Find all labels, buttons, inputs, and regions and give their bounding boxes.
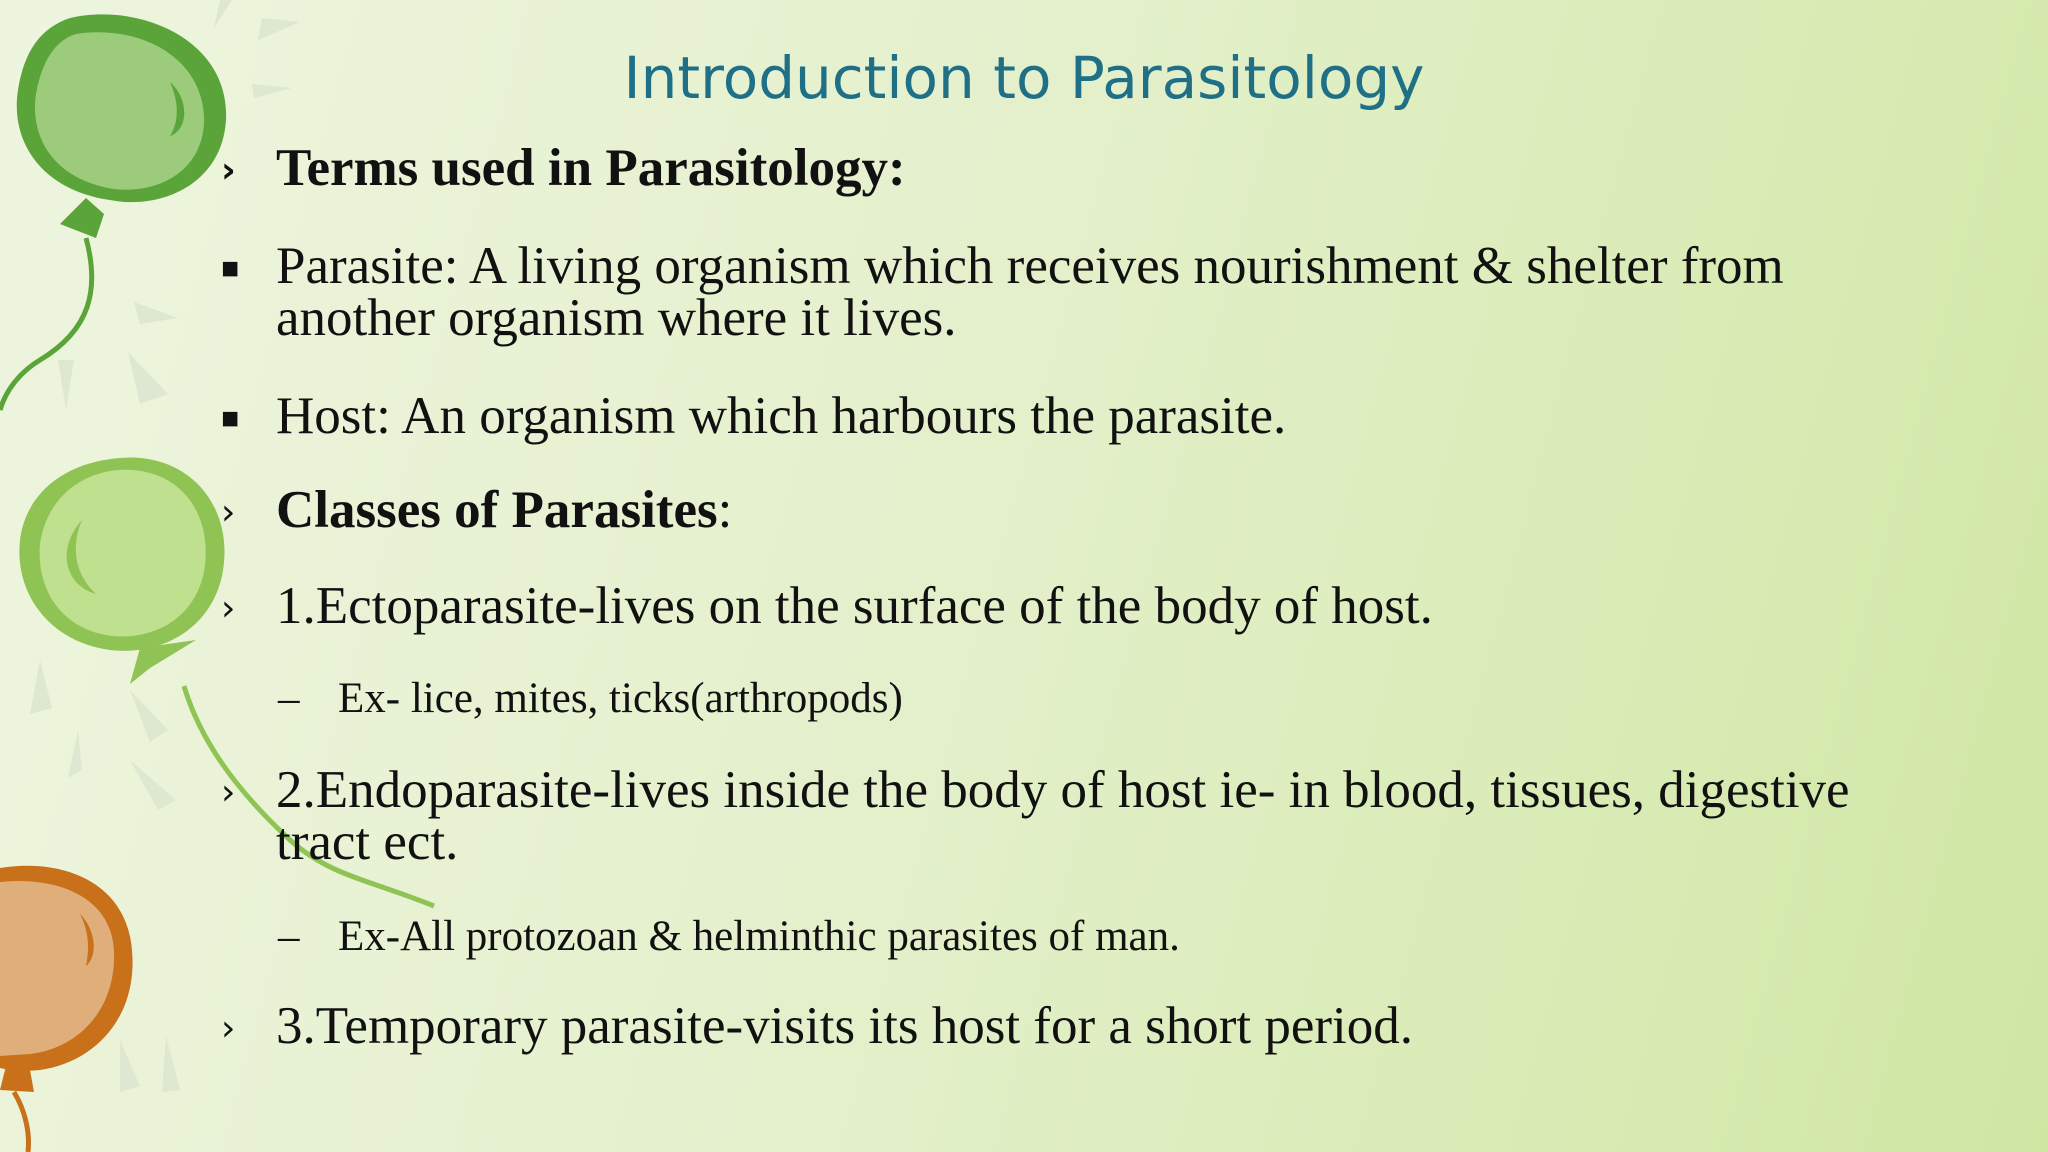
- sub-bullet-endo-example: [278, 913, 1180, 960]
- bullet-text-colon: :: [717, 481, 733, 539]
- bullet-text: 1.Ectoparasite-lives on the surface of the body of host.: [276, 577, 1433, 635]
- bullet-text: 3.Temporary parasite-visits its host for a short period.: [276, 997, 1414, 1055]
- bullet-endoparasite-line-1: [221, 761, 1850, 819]
- slide-title: Introduction to Parasitology: [623, 44, 1425, 112]
- dash-icon: –: [278, 675, 300, 722]
- bullet-ectoparasite: [221, 577, 1433, 635]
- bullet-text: 2.Endoparasite-lives inside the body of host ie- in blood, tissues, digestive: [276, 761, 1850, 819]
- bullet-text: Parasite: A living organism which receives nourishment & shelter from: [276, 237, 1784, 295]
- bullet-text: another organism where it lives.: [276, 289, 957, 347]
- sub-bullet-ecto-example: [278, 675, 903, 722]
- bullet-text: Ex-All protozoan & helminthic parasites of man.: [338, 913, 1180, 960]
- bullet-text: Host: An organism which harbours the parasite.: [276, 387, 1287, 445]
- bullet-endoparasite-line-2: [276, 813, 459, 871]
- bullet-terms-heading: [221, 139, 906, 197]
- bullet-text: Ex- lice, mites, ticks(arthropods): [338, 675, 903, 722]
- chevron-icon: ›: [221, 588, 236, 629]
- bullet-classes-heading: [221, 481, 733, 539]
- dash-icon: –: [278, 913, 300, 960]
- bullet-text: tract ect.: [276, 813, 459, 871]
- bullet-text-bold: Classes of Parasites: [276, 481, 718, 539]
- chevron-icon: ›: [221, 150, 236, 191]
- bullet-text: Terms used in Parasitology:: [276, 139, 906, 197]
- bullet-temporary-parasite: [221, 997, 1414, 1055]
- bullet-parasite-line-1: [221, 237, 1784, 295]
- chevron-icon: ›: [221, 1008, 236, 1049]
- chevron-icon: ›: [221, 772, 236, 813]
- bullet-host: [221, 387, 1287, 445]
- chevron-icon: ›: [221, 492, 236, 533]
- square-bullet-icon: ■: [221, 252, 240, 285]
- square-bullet-icon: ■: [221, 402, 240, 435]
- bullet-parasite-line-2: [276, 289, 957, 347]
